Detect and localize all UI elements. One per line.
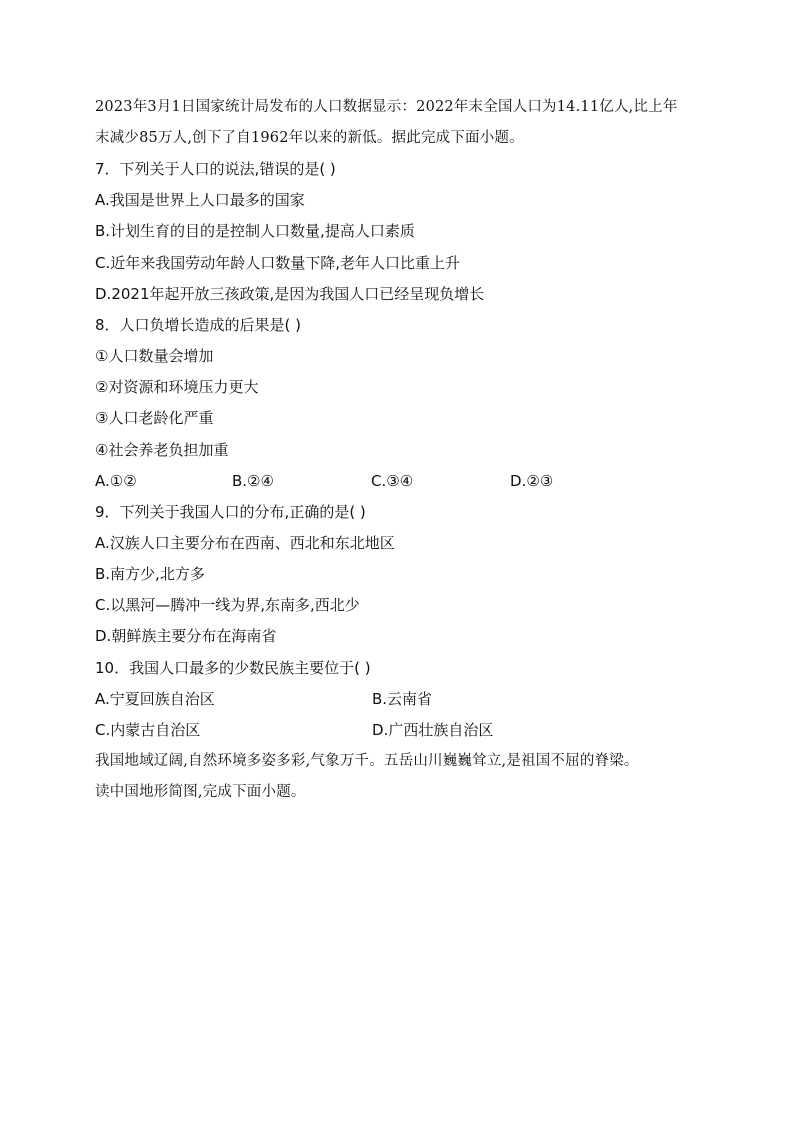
question-8-option-b: B.②④ [232,472,274,490]
question-9-option-d: D.朝鲜族主要分布在海南省 [95,627,277,645]
question-7-option-c: C.近年来我国劳动年龄人口数量下降,老年人口比重上升 [95,254,461,272]
question-9-option-c: C.以黑河—腾冲一线为界,东南多,西北少 [95,596,360,614]
question-10-option-d: D.广西壮族自治区 [372,721,494,739]
question-10-option-a: A.宁夏回族自治区 [95,690,215,708]
question-7-option-d: D.2021年起开放三孩政策,是因为我国人口已经呈现负增长 [95,285,485,303]
question-8-stem: 8．人口负增长造成的后果是( ) [95,316,302,334]
question-7-option-b: B.计划生育的目的是控制人口数量,提高人口素质 [95,222,415,240]
question-10-option-c: C.内蒙古自治区 [95,721,201,739]
question-10-option-b: B.云南省 [372,690,433,708]
passage-1-line-2: 末减少85万人,创下了自1962年以来的新低。据此完成下面小题。 [95,130,524,146]
question-10-stem: 10．我国人口最多的少数民族主要位于( ) [95,659,371,677]
question-8-option-c: C.③④ [371,472,414,490]
question-9-stem: 9．下列关于我国人口的分布,正确的是( ) [95,503,366,521]
question-7-stem: 7．下列关于人口的说法,错误的是( ) [95,160,336,178]
question-8-item-1: ①人口数量会增加 [95,347,214,365]
question-8-option-d: D.②③ [510,472,554,490]
question-9-option-b: B.南方少,北方多 [95,565,205,583]
question-8-item-3: ③人口老龄化严重 [95,409,214,427]
passage-2-line-2: 读中国地形简图,完成下面小题。 [95,784,306,800]
question-8-option-a: A.①② [95,472,137,490]
question-9-option-a: A.汉族人口主要分布在西南、西北和东北地区 [95,534,395,552]
question-7-option-a: A.我国是世界上人口最多的国家 [95,191,305,209]
question-8-item-2: ②对资源和环境压力更大 [95,378,259,396]
passage-1-line-1: 2023年3月1日国家统计局发布的人口数据显示：2022年末全国人口为14.11亿人,比上年 [95,99,678,115]
question-8-item-4: ④社会养老负担加重 [95,441,229,459]
passage-2-line-1: 我国地域辽阔,自然环境多姿多彩,气象万千。五岳山川巍巍耸立,是祖国不屈的脊梁。 [95,753,639,769]
